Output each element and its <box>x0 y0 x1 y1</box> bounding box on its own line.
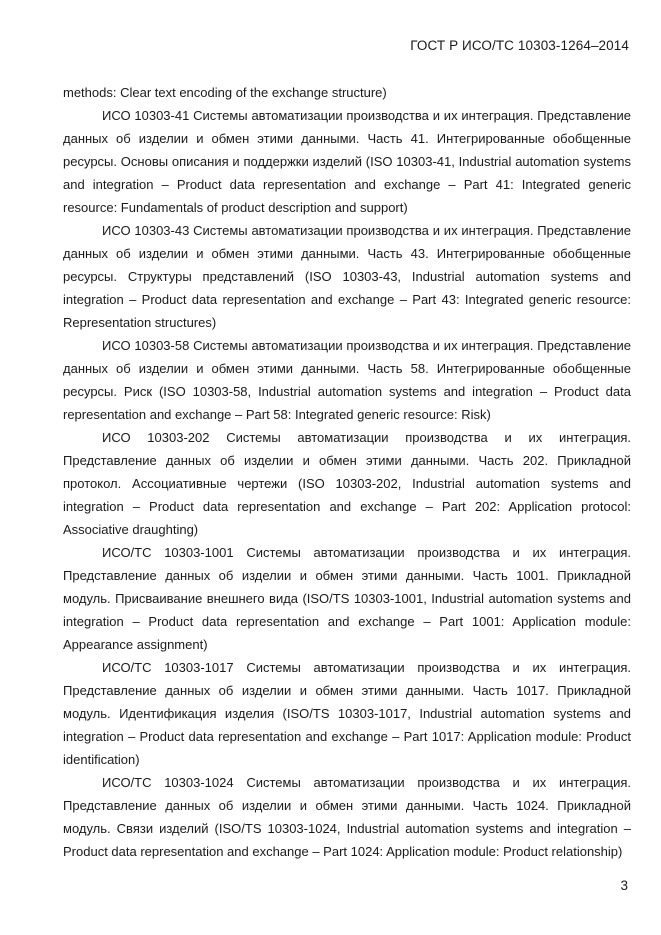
paragraph-continuation: methods: Clear text encoding of the exchange structure) <box>63 85 387 100</box>
reference-iso-10303-41: ИСО 10303-41 Системы автоматизации производства и их интеграция. Представление данных об изделии и обмен этими данными. Часть 41. Интегрированные обобщенные ресурсы. Основы описания и поддержки изделий (ISO 10303-41, Industrial automation systems and integration – Product data representation and exchange – Part 41: Integrated generic resource: Fundamentals of product description and support) <box>63 108 631 215</box>
document-body <box>63 81 631 863</box>
reference-iso-ts-10303-1001: ИСО/ТС 10303-1001 Системы автоматизации производства и их интеграция. Представление данных об изделии и обмен этими данными. Часть 1001. Прикладной модуль. Присваивание внешнего вида (ISO/TS 10303-1001, Industrial automation systems and integration – Product data representation and exchange – Part 1001: Application module: Appearance assignment) <box>63 545 631 652</box>
reference-iso-10303-58: ИСО 10303-58 Системы автоматизации производства и их интеграция. Представление данных об изделии и обмен этими данными. Часть 58. Интегрированные обобщенные ресурсы. Риск (ISO 10303-58, Industrial automation systems and integration – Product data representation and exchange – Part 58: Integrated generic resource: Risk) <box>63 338 631 422</box>
reference-iso-ts-10303-1024: ИСО/ТС 10303-1024 Системы автоматизации производства и их интеграция. Представление данных об изделии и обмен этими данными. Часть 1024. Прикладной модуль. Связи изделий (ISO/TS 10303-1024, Industrial automation systems and integration – Product data representation and exchange – Part 1024: Application module: Product relationship) <box>63 775 631 859</box>
document-header: ГОСТ Р ИСО/ТС 10303-1264–2014 <box>410 38 629 53</box>
reference-iso-ts-10303-1017: ИСО/ТС 10303-1017 Системы автоматизации производства и их интеграция. Представление данных об изделии и обмен этими данными. Часть 1017. Прикладной модуль. Идентификация изделия (ISO/TS 10303-1017, Industrial automation systems and integration – Product data representation and exchange – Part 1017: Application module: Product identification) <box>63 660 631 767</box>
reference-iso-10303-202: ИСО 10303-202 Системы автоматизации производства и их интеграция. Представление данных об изделии и обмен этими данными. Часть 202. Прикладной протокол. Ассоциативные чертежи (ISO 10303-202, Industrial automation systems and integration – Product data representation and exchange – Part 202: Application protocol: Associative draughting) <box>63 430 631 537</box>
reference-iso-10303-43: ИСО 10303-43 Системы автоматизации производства и их интеграция. Представление данных об изделии и обмен этими данными. Часть 43. Интегрированные обобщенные ресурсы. Структуры представлений (ISO 10303-43, Industrial automation systems and integration – Product data representation and exchange – Part 43: Integrated generic resource: Representation structures) <box>63 223 631 330</box>
page-number: 3 <box>620 878 628 893</box>
